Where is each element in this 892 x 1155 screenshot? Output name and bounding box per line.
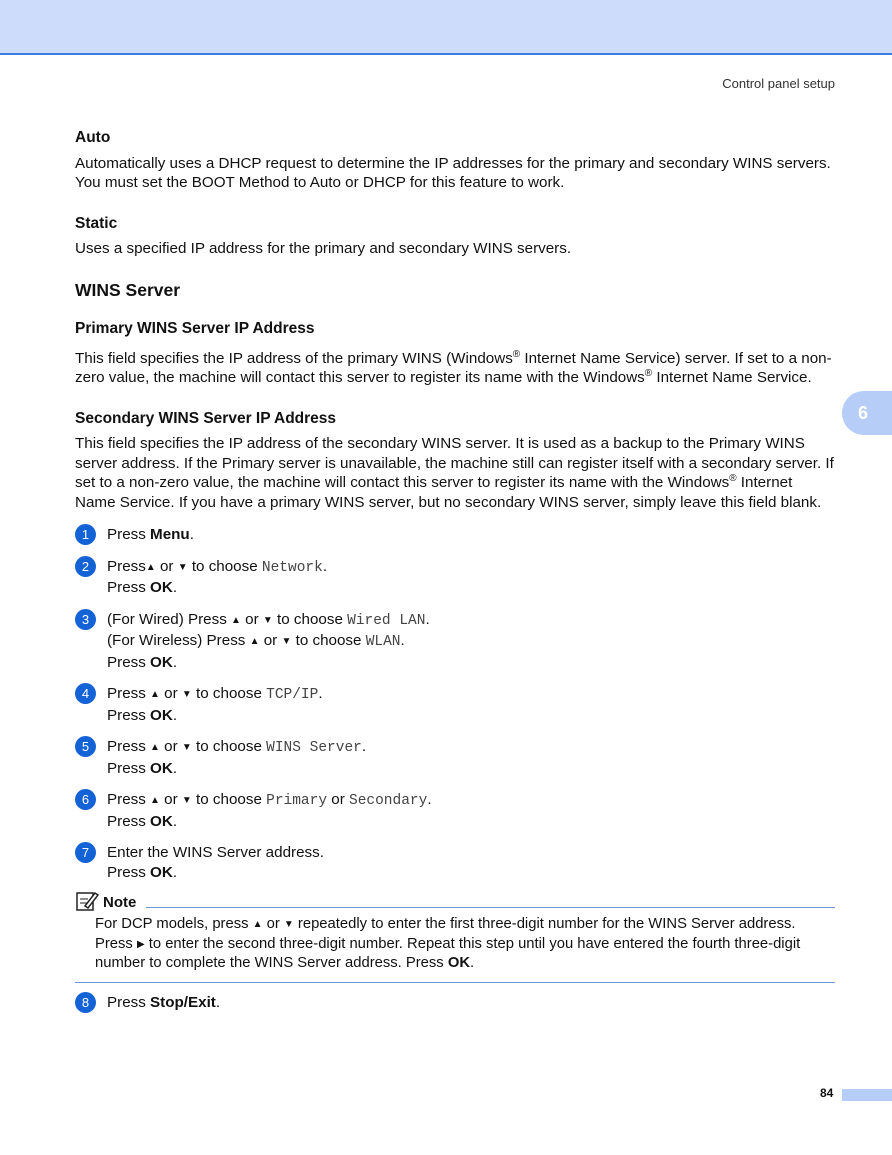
secondary-wins-heading: Secondary WINS Server IP Address bbox=[75, 409, 337, 427]
step-2: 2 Press▲ or ▼ to choose Network. Press OK. bbox=[75, 557, 835, 598]
page-number: 84 bbox=[820, 1086, 834, 1100]
down-arrow-icon: ▼ bbox=[181, 742, 192, 753]
step-6: 6 Press ▲ or ▼ to choose Primary or Secondary. Press OK. bbox=[75, 790, 835, 831]
up-arrow-icon: ▲ bbox=[252, 919, 263, 930]
step-1: 1 Press Menu. bbox=[75, 525, 835, 545]
note-box bbox=[75, 890, 835, 983]
up-arrow-icon: ▲ bbox=[249, 636, 260, 647]
step-3: 3 (For Wired) Press ▲ or ▼ to choose Wired LAN. (For Wireless) Press ▲ or ▼ to choose WLAN. Press OK. bbox=[75, 610, 835, 673]
note-pencil-icon bbox=[75, 890, 99, 912]
down-arrow-icon: ▼ bbox=[283, 919, 294, 930]
primary-wins-text: This field specifies the IP address of the primary WINS (Windows® Internet Name Service) server. If set to a non-zero value, the machine will contact this server to register its name with the Windows® Internet Name Service. bbox=[75, 348, 832, 386]
running-header: Control panel setup bbox=[722, 76, 835, 91]
down-arrow-icon: ▼ bbox=[181, 689, 192, 700]
step-number-badge: 2 bbox=[75, 556, 96, 577]
wins-server-heading: WINS Server bbox=[75, 279, 181, 300]
step-number-badge: 7 bbox=[75, 842, 96, 863]
down-arrow-icon: ▼ bbox=[281, 636, 292, 647]
down-arrow-icon: ▼ bbox=[181, 795, 192, 806]
step-number-badge: 5 bbox=[75, 736, 96, 757]
primary-wins-heading: Primary WINS Server IP Address bbox=[75, 320, 315, 337]
note-divider bbox=[146, 907, 835, 908]
chapter-number: 6 bbox=[858, 402, 869, 423]
top-banner bbox=[0, 0, 892, 55]
page-number-band bbox=[842, 1089, 892, 1101]
down-arrow-icon: ▼ bbox=[262, 614, 273, 626]
page-content bbox=[75, 128, 835, 1024]
up-arrow-icon: ▲ bbox=[150, 742, 160, 753]
down-arrow-icon: ▼ bbox=[177, 561, 188, 573]
step-7: 7 Enter the WINS Server address. Press OK. bbox=[75, 843, 835, 882]
auto-heading: Auto bbox=[75, 129, 111, 146]
up-arrow-icon: ▲ bbox=[150, 795, 160, 806]
chapter-tab bbox=[842, 391, 892, 435]
step-5: 5 Press ▲ or ▼ to choose WINS Server. Press OK. bbox=[75, 737, 835, 778]
up-arrow-icon: ▲ bbox=[231, 614, 241, 626]
step-number-badge: 6 bbox=[75, 789, 96, 810]
secondary-wins-text: This field specifies the IP address of the secondary WINS server. It is used as a backup to the Primary WINS server address. If the Primary server is unavailable, the machine still can register itself with a secondary server. If set to a non-zero value, the machine will contact this server to register its name with the Windows® Internet Name Service. If you have a primary WINS server, but no secondary WINS server, simply leave this field blank. bbox=[75, 435, 834, 511]
step-list bbox=[75, 525, 835, 1012]
note-title: Note bbox=[103, 893, 137, 911]
up-arrow-icon: ▲ bbox=[150, 689, 160, 700]
step-4: 4 Press ▲ or ▼ to choose TCP/IP. Press OK. bbox=[75, 684, 835, 725]
step-8: 8 Press Stop/Exit. bbox=[75, 993, 835, 1013]
static-heading: Static bbox=[75, 214, 118, 232]
step-number-badge: 4 bbox=[75, 683, 96, 704]
step-number-badge: 3 bbox=[75, 609, 96, 630]
auto-text: Automatically uses a DHCP request to determine the IP addresses for the primary and secondary WINS servers. You must set the BOOT Method to Auto or DHCP for this feature to work. bbox=[75, 154, 831, 191]
step-number-badge: 8 bbox=[75, 992, 96, 1013]
step-number-badge: 1 bbox=[75, 524, 96, 545]
static-text: Uses a specified IP address for the primary and secondary WINS servers. bbox=[75, 240, 572, 257]
up-arrow-icon: ▲ bbox=[145, 561, 156, 573]
note-text: For DCP models, press ▲ or ▼ repeatedly to enter the first three-digit number for the WINS Server address. Press ▶ to enter the second three-digit number. Repeat this step until you have entered the fourth three-digit number to complete the WINS Server address. Press OK. bbox=[95, 916, 801, 971]
right-arrow-icon: ▶ bbox=[136, 938, 145, 950]
